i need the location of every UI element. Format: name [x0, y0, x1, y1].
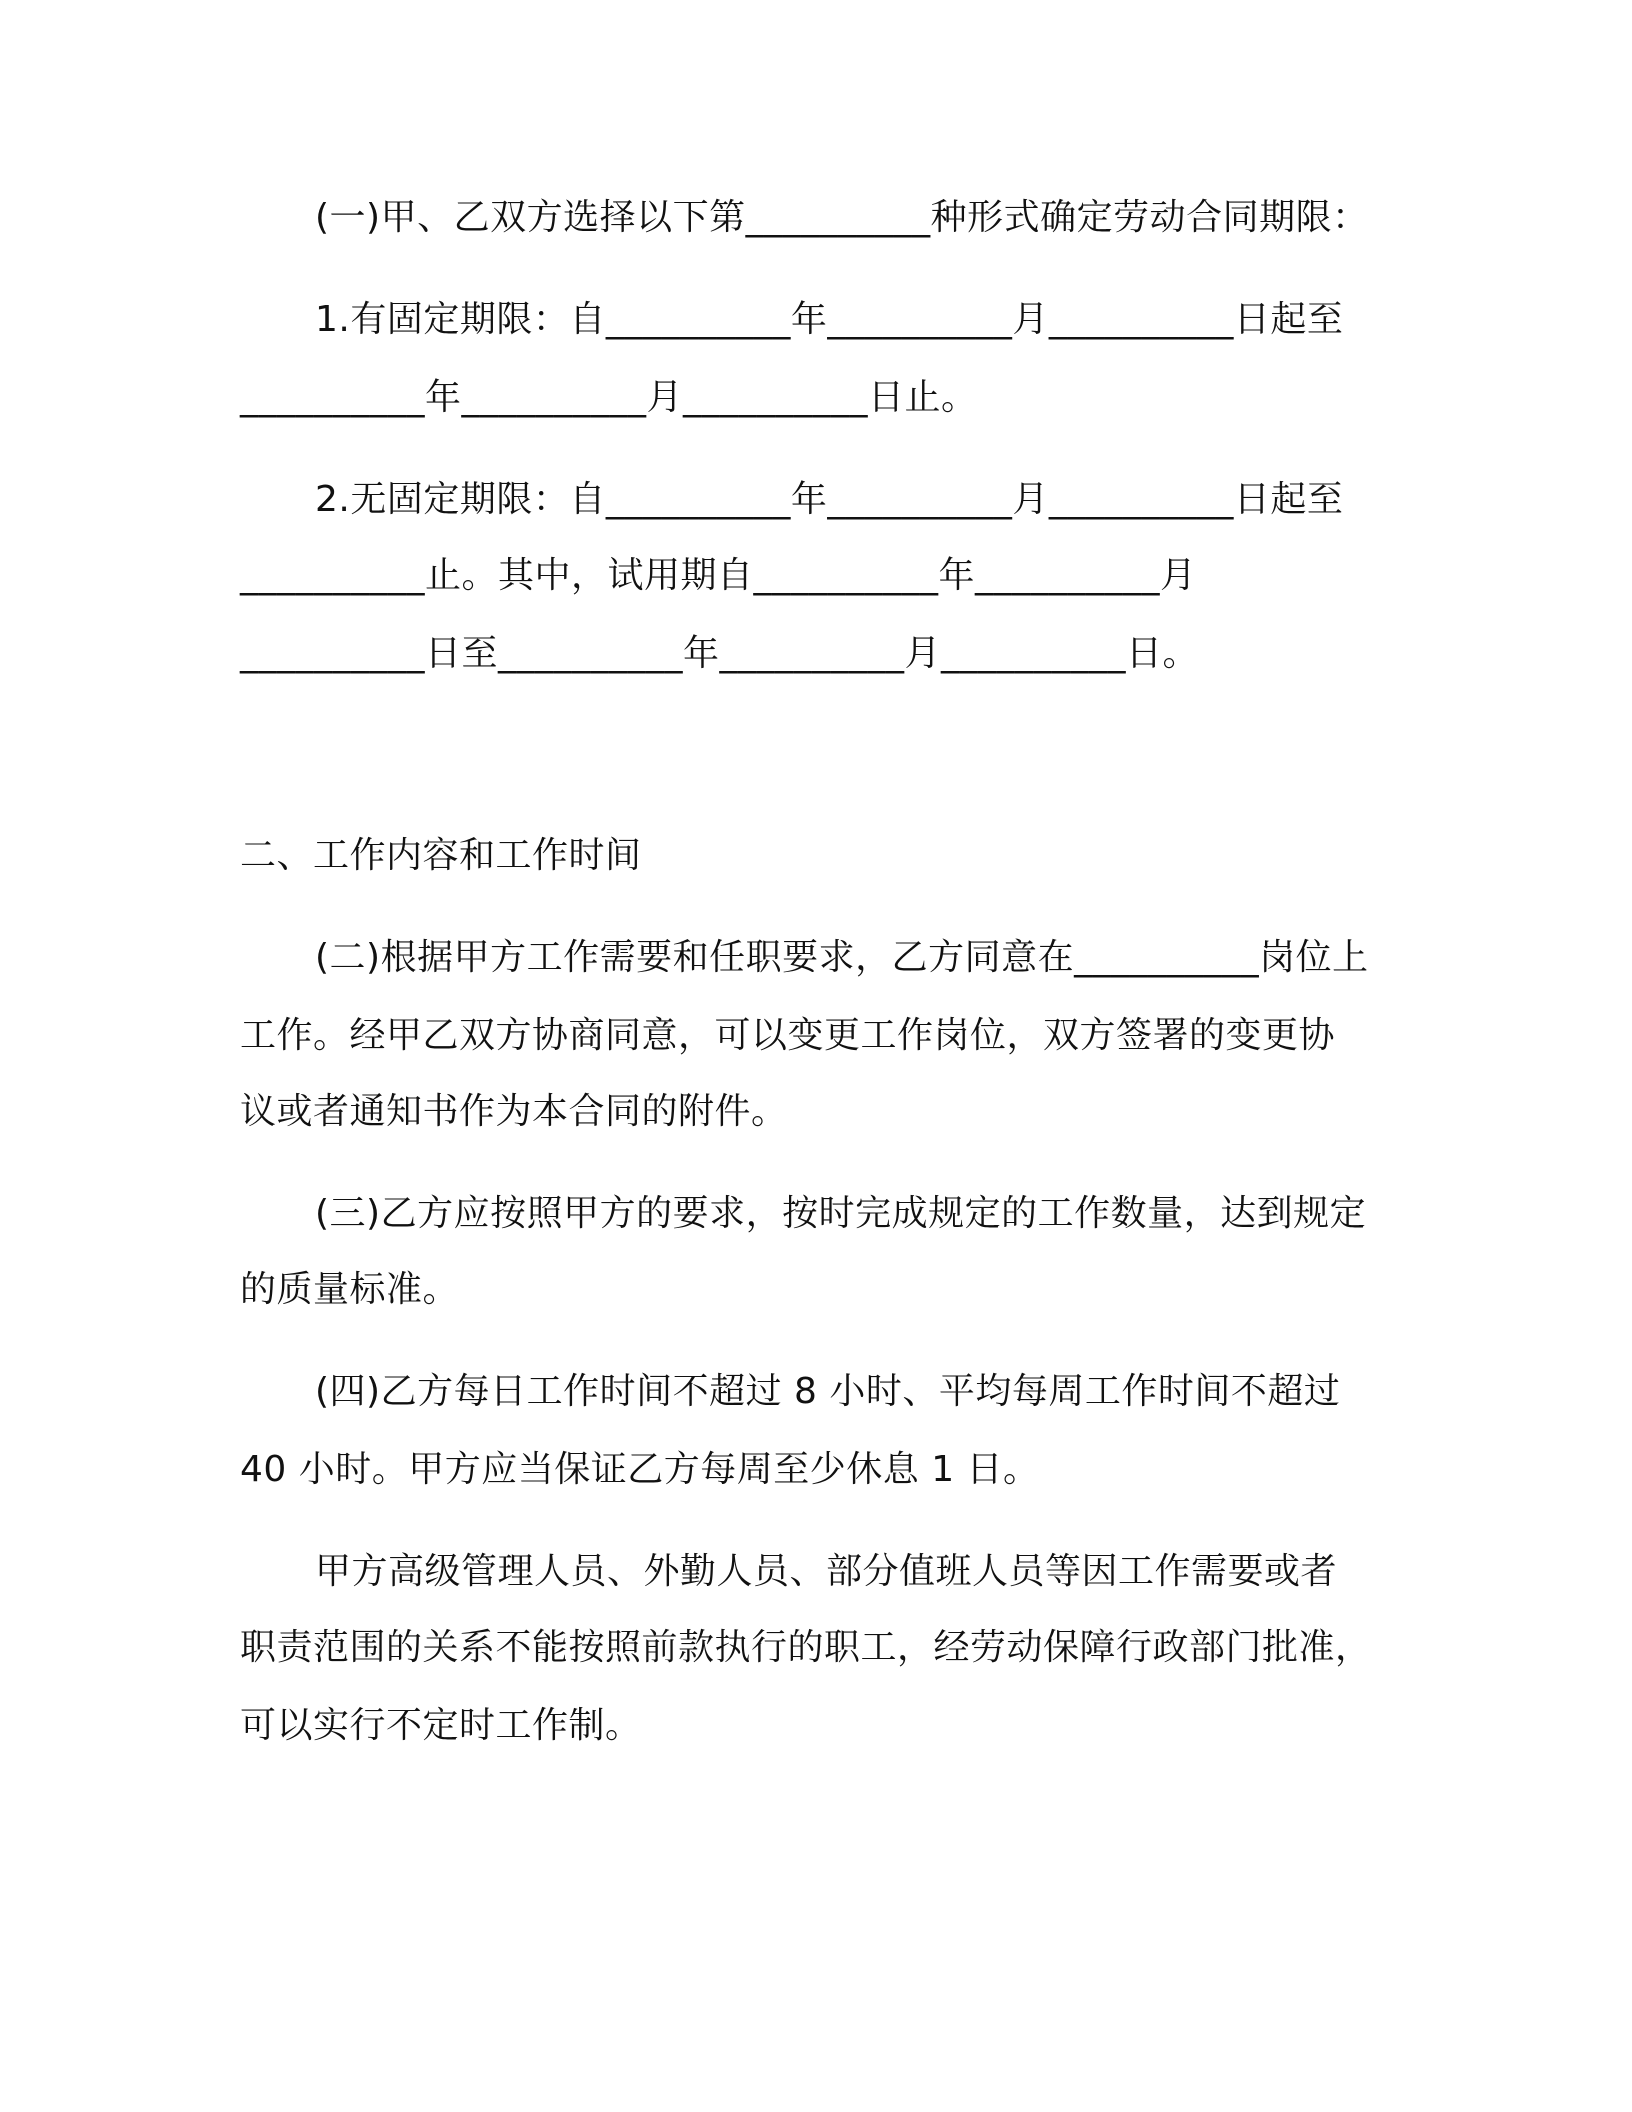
- clause-1-term-selection: (一)甲、乙双方选择以下第__________种形式确定劳动合同期限：: [315, 197, 1369, 238]
- clause-2-line-2: 工作。经甲乙双方协商同意，可以变更工作岗位，双方签署的变更协: [240, 1015, 1336, 1056]
- special-hours-line-3: 可以实行不定时工作制。: [240, 1705, 642, 1746]
- clause-4-line-2: 40 小时。甲方应当保证乙方每周至少休息 1 日。: [240, 1449, 1040, 1490]
- fixed-term-line-1: 1.有固定期限：自__________年__________月__________日起至: [315, 299, 1344, 340]
- fixed-term-line-2: __________年__________月__________日止。: [240, 377, 978, 418]
- special-hours-line-2: 职责范围的关系不能按照前款执行的职工，经劳动保障行政部门批准，: [240, 1627, 1372, 1668]
- clause-3-line-2: 的质量标准。: [240, 1269, 460, 1310]
- non-fixed-term-line-1: 2.无固定期限：自__________年__________月__________日起至: [315, 479, 1344, 520]
- section-heading-work: 二、工作内容和工作时间: [240, 835, 642, 876]
- clause-4-line-1: (四)乙方每日工作时间不超过 8 小时、平均每周工作时间不超过: [315, 1371, 1341, 1412]
- clause-2-line-1: (二)根据甲方工作需要和任职要求，乙方同意在__________岗位上: [315, 937, 1369, 978]
- special-hours-line-1: 甲方高级管理人员、外勤人员、部分值班人员等因工作需要或者: [315, 1551, 1338, 1592]
- non-fixed-term-line-3: __________日至__________年__________月__________日。: [240, 633, 1200, 674]
- clause-2-line-3: 议或者通知书作为本合同的附件。: [240, 1091, 788, 1132]
- non-fixed-term-line-2: __________止。其中，试用期自__________年__________月: [240, 555, 1197, 596]
- clause-3-line-1: (三)乙方应按照甲方的要求，按时完成规定的工作数量，达到规定: [315, 1193, 1367, 1234]
